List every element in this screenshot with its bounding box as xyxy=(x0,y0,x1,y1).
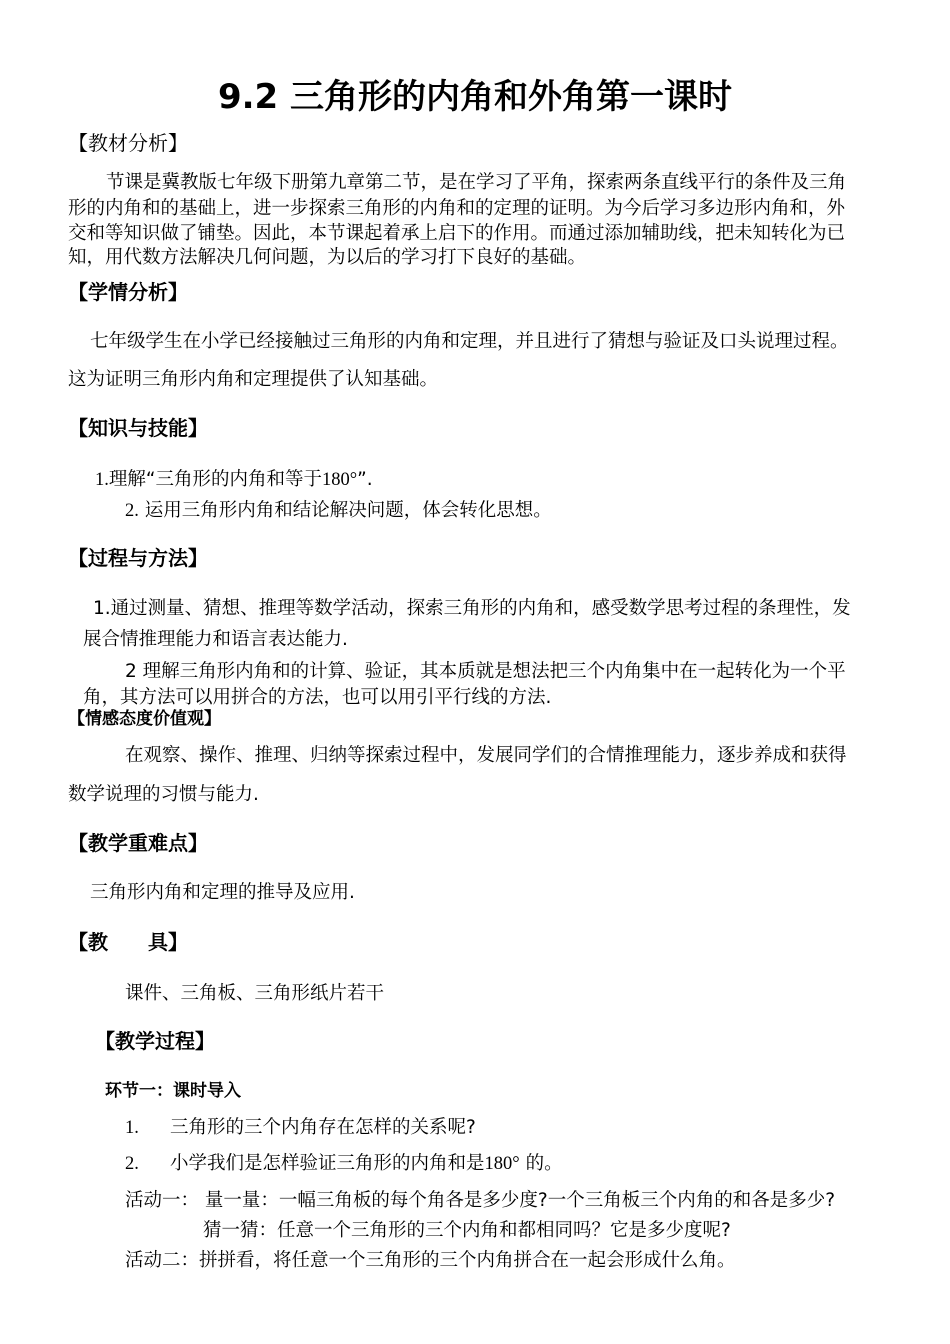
item-text: 运用三角形内角和结论解决问题，体会转化思想。 xyxy=(144,500,552,521)
heading-student-analysis: 【学情分析】 xyxy=(68,280,188,304)
item-end: 的。 xyxy=(525,1153,563,1174)
list-item xyxy=(95,468,373,492)
item-text: 小学我们是怎样验证三角形的内角和是 xyxy=(170,1153,485,1174)
paragraph-line: 在观察、操作、推理、归纳等探索过程中，发展同学们的合情推理能力，逐步养成和获得 xyxy=(125,745,847,766)
paragraph-line: 三角形内角和定理的推导及应用. xyxy=(90,882,355,903)
item-number: 1. xyxy=(125,1118,139,1138)
activity-line: 活动二：拼拼看，将任意一个三角形的三个内角拼合在一起会形成什么角。 xyxy=(125,1250,736,1271)
paragraph-line: 1.通过测量、猜想、推理等数学活动，探索三角形的内角和，感受数学思考过程的条理性，发 xyxy=(93,598,851,619)
list-item xyxy=(125,499,552,523)
activity-line: 活动一： 量一量：一幅三角板的每个角各是多少度?一个三角板三个内角的和各是多少? xyxy=(125,1190,836,1211)
paragraph-line: 课件、三角板、三角形纸片若干 xyxy=(125,983,385,1004)
paragraph-line: 2 理解三角形内角和的计算、验证，其本质就是想法把三个内角集中在一起转化为一个平 xyxy=(125,661,846,682)
heading-teaching-process: 【教学过程】 xyxy=(95,1029,215,1053)
heading-process-methods: 【过程与方法】 xyxy=(68,546,208,570)
paragraph-line: 交和等知识做了铺垫。因此，本节课起着承上启下的作用。而通过添加辅助线，把未知转化为已 xyxy=(68,223,846,244)
item-number: 2. xyxy=(125,501,139,521)
item-number: 1. xyxy=(95,470,109,490)
heading-key-points: 【教学重难点】 xyxy=(68,831,208,855)
document-title: 9.2 三角形的内角和外角第一课时 xyxy=(217,77,733,117)
item-text: 三角形的三个内角存在怎样的关系呢? xyxy=(170,1117,476,1138)
heading-emotion-values: 【情感态度价值观】 xyxy=(68,709,221,729)
item-text: 理解“三角形的内角和等于 xyxy=(108,469,322,490)
list-item xyxy=(125,1152,563,1176)
paragraph-line: 数学说理的习惯与能力. xyxy=(68,784,259,805)
paragraph-line: 这为证明三角形内角和定理提供了认知基础。 xyxy=(68,369,439,390)
paragraph-line: 形的内角和的基础上，进一步探索三角形的内角和的定理的证明。为今后学习多边形内角和，外 xyxy=(68,198,846,219)
item-end: ”. xyxy=(357,469,373,490)
paragraph-line: 节课是冀教版七年级下册第九章第二节，是在学习了平角，探索两条直线平行的条件及三角 xyxy=(106,172,847,193)
paragraph-line: 知，用代数方法解决几何问题，为以后的学习打下良好的基础。 xyxy=(68,247,587,268)
degree-value: 180° xyxy=(321,470,358,490)
degree-value: 180° xyxy=(484,1154,520,1174)
heading-knowledge-skills: 【知识与技能】 xyxy=(68,416,208,440)
item-number: 2. xyxy=(125,1154,139,1174)
heading-textbook-analysis: 【教材分析】 xyxy=(68,131,188,155)
paragraph-line: 七年级学生在小学已经接触过三角形的内角和定理，并且进行了猜想与验证及口头说理过程。 xyxy=(90,331,849,352)
list-item xyxy=(125,1116,476,1140)
activity-line: 猜一猜：任意一个三角形的三个内角和都相同吗？它是多少度呢? xyxy=(203,1220,731,1241)
paragraph-line: 角，其方法可以用拼合的方法，也可以用引平行线的方法. xyxy=(83,687,552,708)
heading-teaching-aids: 【教 具】 xyxy=(68,930,188,954)
paragraph-line: 展合情推理能力和语言表达能力. xyxy=(83,629,348,650)
section-heading: 环节一：课时导入 xyxy=(105,1081,241,1101)
